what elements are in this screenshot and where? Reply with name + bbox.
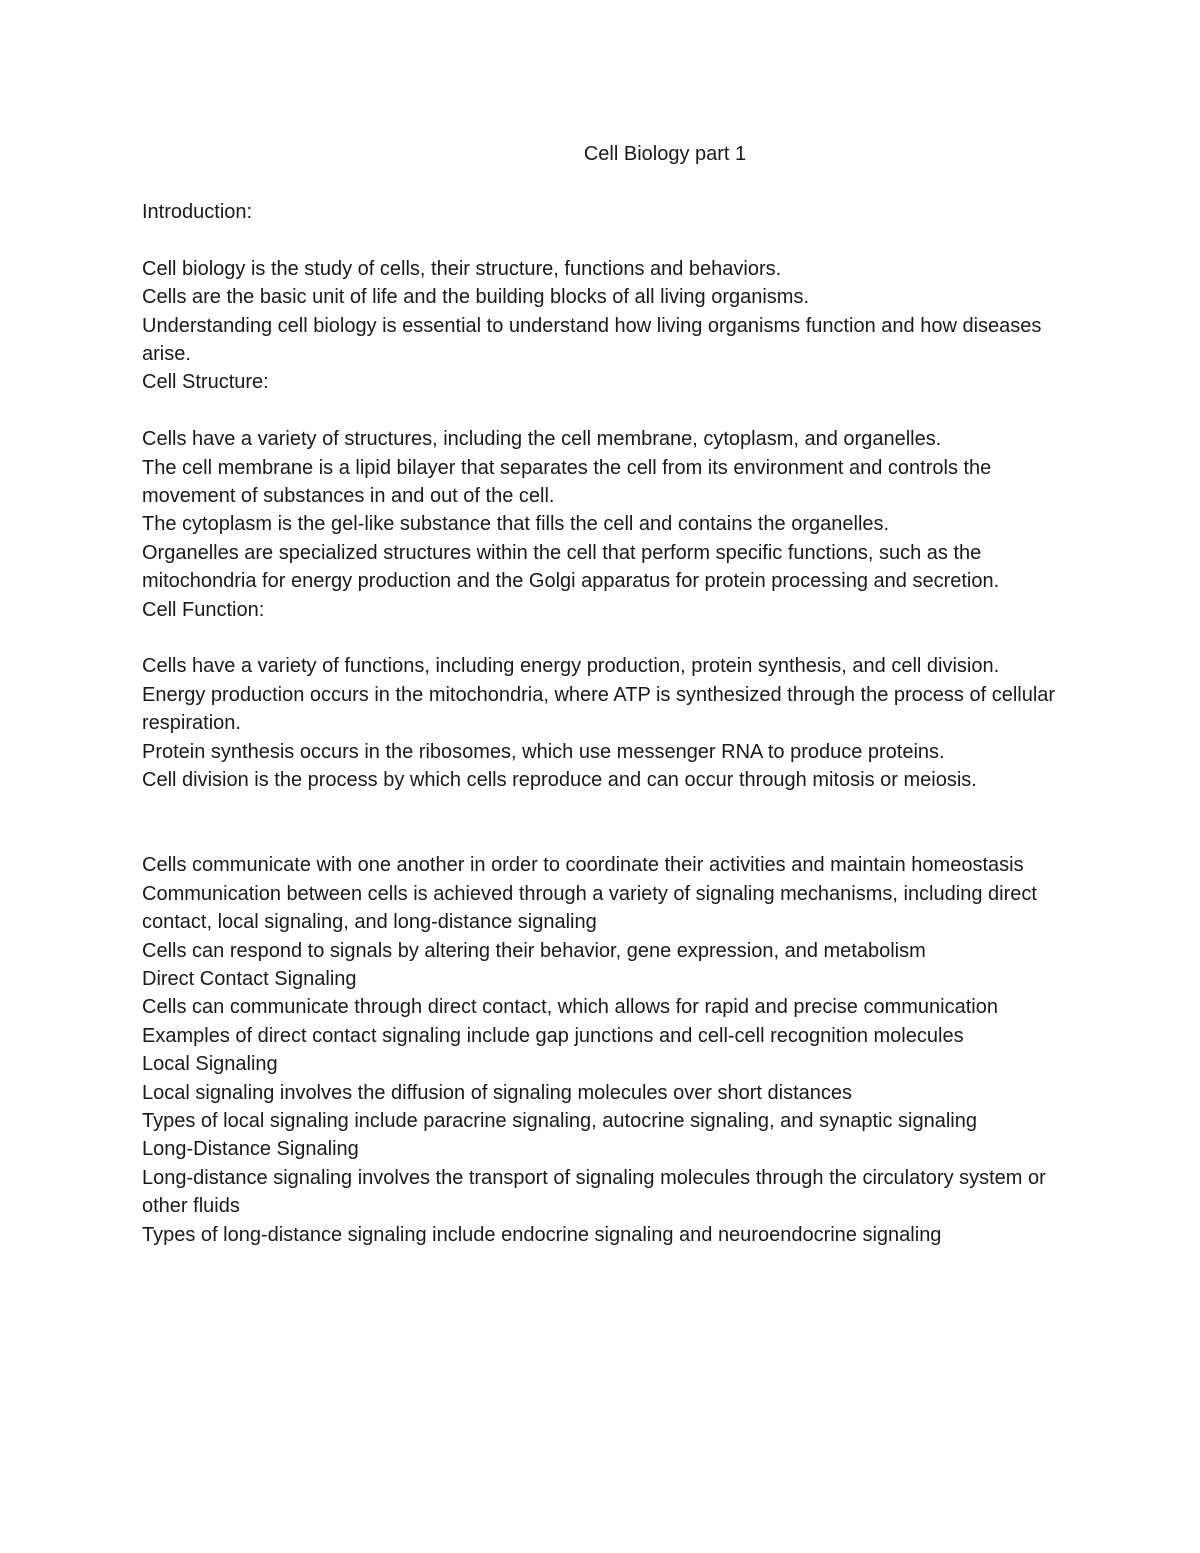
blank-line — [142, 226, 1072, 254]
document-title: Cell Biology part 1 — [583, 143, 747, 165]
paragraph: Examples of direct contact signaling include gap junctions and cell-cell recognition molecules — [142, 1024, 964, 1047]
paragraph: Organelles are specialized structures within the cell that perform specific functions, such as the mitochondria for energy production and the Golgi apparatus for protein processing and secretion. — [142, 541, 1000, 593]
paragraph: Communication between cells is achieved through a variety of signaling mechanisms, including direct contact, local signaling, and long-distance signaling — [142, 882, 1037, 934]
paragraph: Cells communicate with one another in order to coordinate their activities and maintain homeostasis — [142, 854, 1024, 877]
document-body — [142, 198, 1072, 1249]
paragraph: Local signaling involves the diffusion of signaling molecules over short distances — [142, 1081, 853, 1104]
paragraph: Understanding cell biology is essential to understand how living organisms function and how diseases arise. — [142, 314, 1042, 366]
paragraph: Cells can respond to signals by altering their behavior, gene expression, and metabolism — [142, 939, 926, 962]
paragraph: Cell biology is the study of cells, their structure, functions and behaviors. — [142, 257, 782, 280]
paragraph: Types of long-distance signaling include endocrine signaling and neuroendocrine signaling — [142, 1223, 942, 1246]
blank-lines — [142, 794, 1072, 851]
blank-line — [142, 397, 1072, 425]
paragraph: Cells have a variety of structures, including the cell membrane, cytoplasm, and organelles. — [142, 428, 942, 451]
subheading-direct-contact: Direct Contact Signaling — [142, 967, 357, 990]
paragraph: Cell division is the process by which cells reproduce and can occur through mitosis or meiosis. — [142, 769, 977, 792]
paragraph: Long-distance signaling involves the transport of signaling molecules through the circulatory system or other fluids — [142, 1166, 1046, 1218]
paragraph: The cytoplasm is the gel-like substance that fills the cell and contains the organelles. — [142, 513, 890, 536]
subheading-long-distance: Long-Distance Signaling — [142, 1138, 359, 1161]
paragraph: Energy production occurs in the mitochondria, where ATP is synthesized through the process of cellular respiration. — [142, 683, 1056, 735]
paragraph: Cells can communicate through direct contact, which allows for rapid and precise communication — [142, 996, 998, 1019]
paragraph: Protein synthesis occurs in the ribosomes, which use messenger RNA to produce proteins. — [142, 740, 945, 763]
subheading-local-signaling: Local Signaling — [142, 1053, 278, 1076]
paragraph: Types of local signaling include paracrine signaling, autocrine signaling, and synaptic signaling — [142, 1109, 977, 1132]
blank-line — [142, 624, 1072, 652]
paragraph: Cells are the basic unit of life and the building blocks of all living organisms. — [142, 286, 810, 309]
paragraph: The cell membrane is a lipid bilayer that separates the cell from its environment and controls the movement of substances in and out of the cell. — [142, 456, 992, 508]
cell-function-heading: Cell Function: — [142, 598, 265, 621]
paragraph: Cells have a variety of functions, including energy production, protein synthesis, and cell division. — [142, 655, 1000, 678]
cell-structure-heading: Cell Structure: — [142, 371, 269, 394]
introduction-heading: Introduction: — [142, 201, 253, 223]
